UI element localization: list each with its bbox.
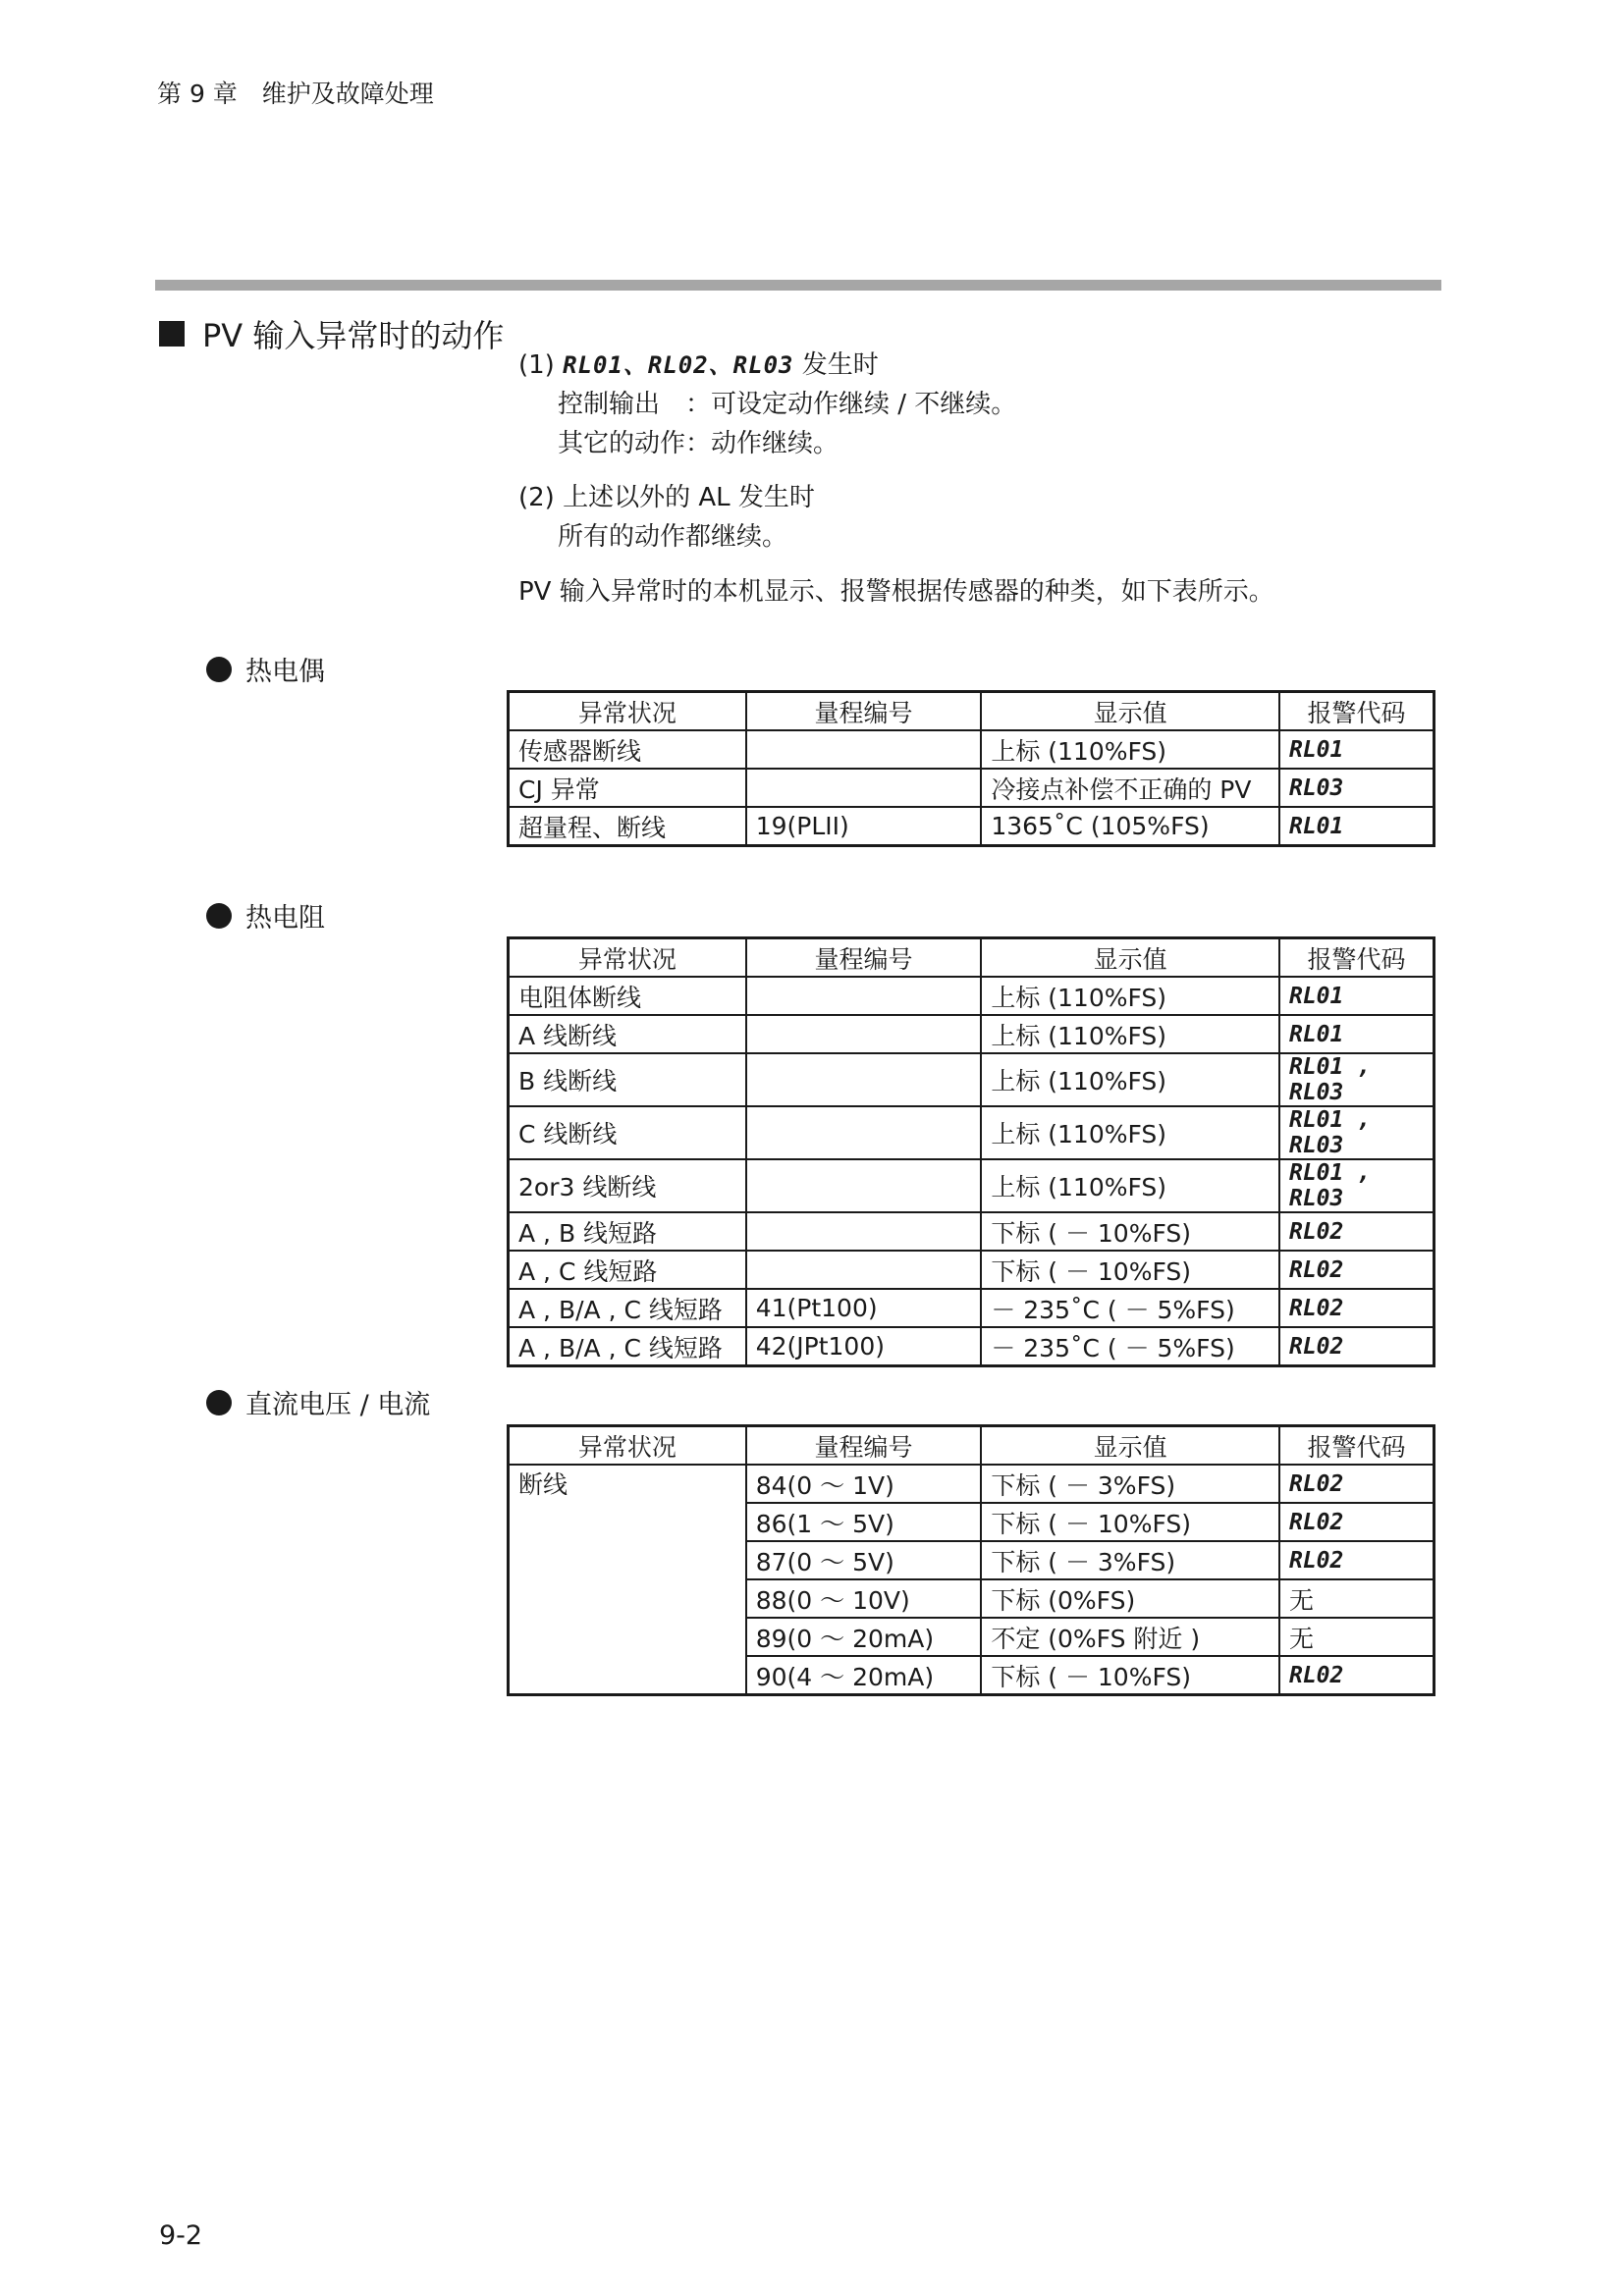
cell-alarm: RL02 xyxy=(1279,1327,1435,1366)
cell-alarm: RL01 xyxy=(1279,730,1435,769)
table-row xyxy=(509,1053,1435,1106)
table-row xyxy=(509,1015,1435,1053)
bullet-dot-icon xyxy=(206,657,232,682)
cell-display: 上标 (110%FS) xyxy=(981,1106,1279,1159)
col-header-display: 显示值 xyxy=(981,692,1279,731)
cell-alarm: RL02 xyxy=(1279,1212,1435,1251)
cell-status: CJ 异常 xyxy=(509,769,746,807)
table-header-row xyxy=(509,938,1435,978)
thermocouple-rows xyxy=(509,730,1435,846)
cell-alarm: RL02 xyxy=(1279,1541,1435,1579)
cell-range: 19(PLII) xyxy=(746,807,982,846)
cell-display: 上标 (110%FS) xyxy=(981,1053,1279,1106)
cell-alarm: RL02 xyxy=(1279,1289,1435,1327)
cell-status: 传感器断线 xyxy=(509,730,746,769)
dc-table xyxy=(507,1424,1435,1696)
table-header-row xyxy=(509,1426,1435,1466)
cell-range: 84(0 ～ 1V) xyxy=(746,1465,982,1503)
condition-1-line1: (1) RL01、RL02、RL03 发生时 xyxy=(518,350,879,380)
condition-1-line3: 其它的动作：动作继续。 xyxy=(558,429,839,458)
cell-status: 断线 xyxy=(509,1465,746,1695)
cell-status: C 线断线 xyxy=(509,1106,746,1159)
cell-display: 上标 (110%FS) xyxy=(981,1015,1279,1053)
section-divider xyxy=(155,280,1441,291)
cell-status: A 线断线 xyxy=(509,1015,746,1053)
rtd-rows xyxy=(509,977,1435,1366)
cell-display: 上标 (110%FS) xyxy=(981,730,1279,769)
dc-rows xyxy=(509,1465,1435,1695)
table-row xyxy=(509,730,1435,769)
cell-status: A , B/A , C 线短路 xyxy=(509,1289,746,1327)
cell-range xyxy=(746,1053,982,1106)
col-header-alarm: 报警代码 xyxy=(1279,1426,1435,1466)
col-header-alarm: 报警代码 xyxy=(1279,938,1435,978)
condition-2-line2: 所有的动作都继续。 xyxy=(558,522,788,552)
cell-range: 89(0 ～ 20mA) xyxy=(746,1618,982,1656)
thermocouple-table xyxy=(507,690,1435,847)
cell-range: 86(1 ～ 5V) xyxy=(746,1503,982,1541)
cell-display: 下标 ( － 10%FS) xyxy=(981,1656,1279,1695)
cell-display: － 235˚C ( － 5%FS) xyxy=(981,1327,1279,1366)
table-row xyxy=(509,1159,1435,1212)
col-header-range: 量程编号 xyxy=(746,692,982,731)
square-bullet-icon xyxy=(159,321,185,347)
cell-display: 上标 (110%FS) xyxy=(981,1159,1279,1212)
col-header-display: 显示值 xyxy=(981,938,1279,978)
table-row xyxy=(509,1251,1435,1289)
cell-display: 下标 ( － 10%FS) xyxy=(981,1503,1279,1541)
cell-status: A , C 线短路 xyxy=(509,1251,746,1289)
cell-display: 上标 (110%FS) xyxy=(981,977,1279,1015)
condition-2-line1: (2) 上述以外的 AL 发生时 xyxy=(518,483,815,512)
table-row xyxy=(509,977,1435,1015)
cell-range: 88(0 ～ 10V) xyxy=(746,1579,982,1618)
col-header-status: 异常状况 xyxy=(509,692,746,731)
condition-2 xyxy=(518,478,815,557)
table-row xyxy=(509,1327,1435,1366)
cell-status: 电阻体断线 xyxy=(509,977,746,1015)
cell-alarm: RL02 xyxy=(1279,1465,1435,1503)
condition-1-line2: 控制输出 ：可设定动作继续 / 不继续。 xyxy=(558,390,1017,419)
cell-display: 1365˚C (105%FS) xyxy=(981,807,1279,846)
cell-display: 下标 (0%FS) xyxy=(981,1579,1279,1618)
condition-1 xyxy=(518,346,1016,463)
cell-alarm: RL01 xyxy=(1279,807,1435,846)
cell-range xyxy=(746,1015,982,1053)
section-title-text: PV 输入异常时的动作 xyxy=(202,317,505,354)
table-header-row xyxy=(509,692,1435,731)
cell-range: 42(JPt100) xyxy=(746,1327,982,1366)
table-row xyxy=(509,807,1435,846)
bullet-dot-icon xyxy=(206,903,232,929)
cell-status: A , B/A , C 线短路 xyxy=(509,1327,746,1366)
col-header-status: 异常状况 xyxy=(509,1426,746,1466)
cell-status: B 线断线 xyxy=(509,1053,746,1106)
rtd-table xyxy=(507,936,1435,1367)
cell-range: 87(0 ～ 5V) xyxy=(746,1541,982,1579)
cell-alarm: RL01 , RL03 xyxy=(1279,1106,1435,1159)
col-header-status: 异常状况 xyxy=(509,938,746,978)
cell-alarm: RL01 , RL03 xyxy=(1279,1053,1435,1106)
table-row xyxy=(509,1289,1435,1327)
cell-range xyxy=(746,1106,982,1159)
page-number: 9-2 xyxy=(159,2220,203,2251)
cell-display: 下标 ( － 10%FS) xyxy=(981,1251,1279,1289)
cell-alarm: RL01 , RL03 xyxy=(1279,1159,1435,1212)
cell-range xyxy=(746,730,982,769)
cell-status: 2or3 线断线 xyxy=(509,1159,746,1212)
cell-status: 超量程、断线 xyxy=(509,807,746,846)
col-header-alarm: 报警代码 xyxy=(1279,692,1435,731)
cell-range: 90(4 ～ 20mA) xyxy=(746,1656,982,1695)
summary-text: PV 输入异常时的本机显示、报警根据传感器的种类，如下表所示。 xyxy=(518,577,1274,607)
cell-alarm: RL03 xyxy=(1279,769,1435,807)
col-header-display: 显示值 xyxy=(981,1426,1279,1466)
cell-display: － 235˚C ( － 5%FS) xyxy=(981,1289,1279,1327)
table-row xyxy=(509,1212,1435,1251)
rtd-heading: 热电阻 xyxy=(206,896,325,934)
col-header-range: 量程编号 xyxy=(746,1426,982,1466)
cell-alarm: RL02 xyxy=(1279,1503,1435,1541)
cell-alarm: RL02 xyxy=(1279,1251,1435,1289)
cell-range xyxy=(746,977,982,1015)
cell-display: 下标 ( － 3%FS) xyxy=(981,1541,1279,1579)
thermocouple-heading: 热电偶 xyxy=(206,650,325,688)
cell-display: 不定 (0%FS 附近 ) xyxy=(981,1618,1279,1656)
cell-display: 下标 ( － 10%FS) xyxy=(981,1212,1279,1251)
cell-range: 41(Pt100) xyxy=(746,1289,982,1327)
dc-heading: 直流电压 / 电流 xyxy=(206,1383,430,1421)
cell-status: A , B 线短路 xyxy=(509,1212,746,1251)
cell-alarm: 无 xyxy=(1279,1618,1435,1656)
cell-range xyxy=(746,1251,982,1289)
table-row xyxy=(509,1106,1435,1159)
cell-alarm: 无 xyxy=(1279,1579,1435,1618)
cell-alarm: RL01 xyxy=(1279,977,1435,1015)
cell-alarm: RL02 xyxy=(1279,1656,1435,1695)
bullet-dot-icon xyxy=(206,1390,232,1415)
cell-display: 冷接点补偿不正确的 PV xyxy=(981,769,1279,807)
chapter-header: 第 9 章 维护及故障处理 xyxy=(157,80,434,108)
cell-range xyxy=(746,1159,982,1212)
table-row xyxy=(509,1465,1435,1503)
cell-alarm: RL01 xyxy=(1279,1015,1435,1053)
cell-range xyxy=(746,769,982,807)
table-row xyxy=(509,769,1435,807)
section-title xyxy=(159,311,504,356)
col-header-range: 量程编号 xyxy=(746,938,982,978)
cell-range xyxy=(746,1212,982,1251)
cell-display: 下标 ( － 3%FS) xyxy=(981,1465,1279,1503)
